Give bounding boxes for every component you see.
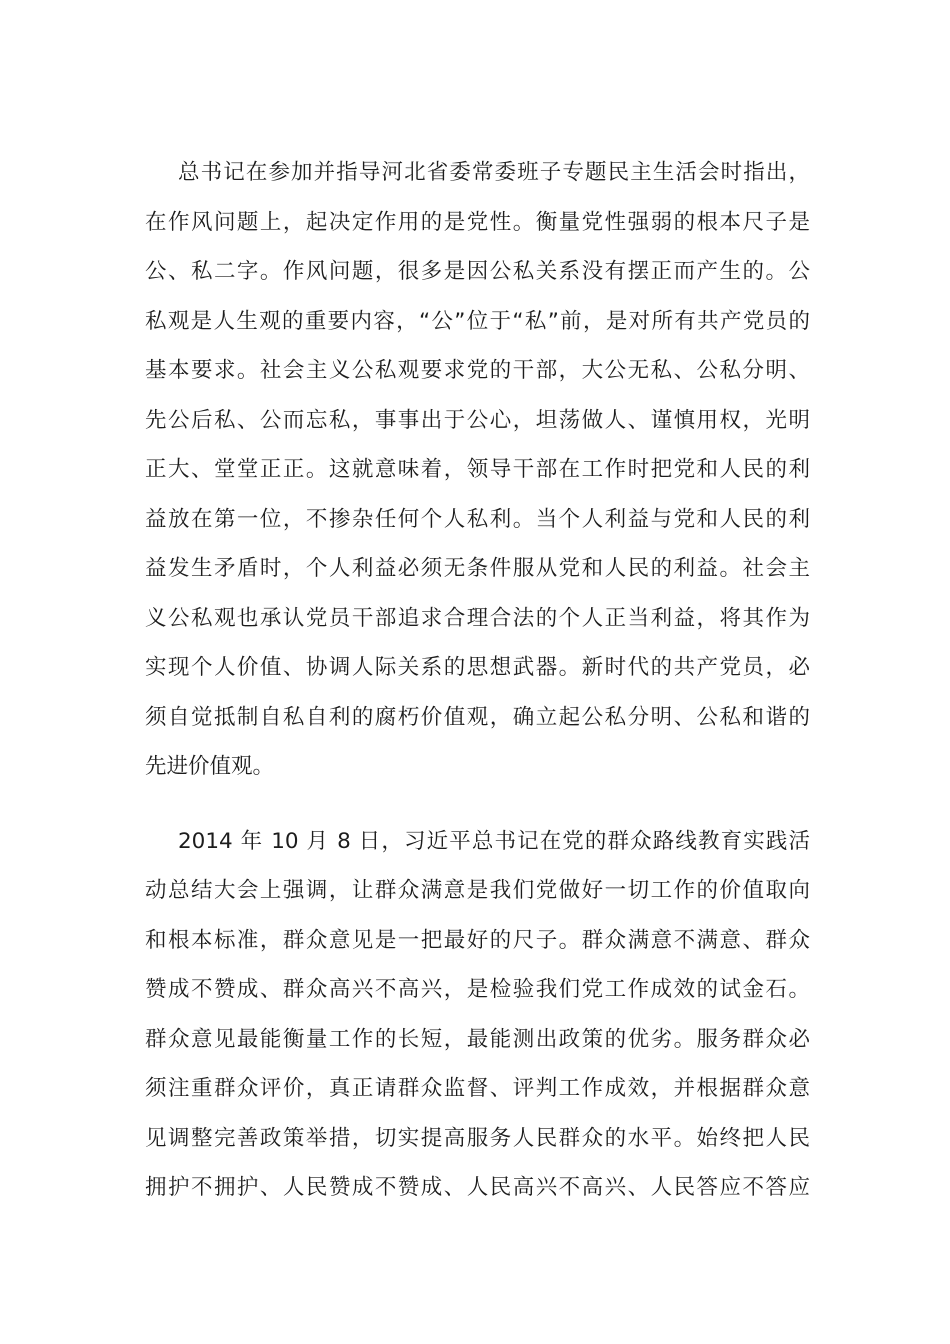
paragraph-1-line-12: 须自觉抵制自私自利的腐朽价值观，确立起公私分明、公私和谐的 xyxy=(145,705,810,730)
paragraph-2-line-7: 见调整完善政策举措，切实提高服务人民群众的水平。始终把人民 xyxy=(145,1126,810,1151)
paragraph-1-line-4: 私观是人生观的重要内容，“公”位于“私”前，是对所有共产党员的 xyxy=(145,309,810,334)
paragraph-1-line-10: 义公私观也承认党员干部追求合理合法的个人正当利益，将其作为 xyxy=(145,606,810,631)
paragraph-2-line-3: 和根本标准，群众意见是一把最好的尺子。群众满意不满意、群众 xyxy=(145,928,810,953)
paragraph-2-line-5: 群众意见最能衡量工作的长短，最能测出政策的优劣。服务群众必 xyxy=(145,1027,810,1052)
paragraph-2-line-8: 拥护不拥护、人民赞成不赞成、人民高兴不高兴、人民答应不答应 xyxy=(145,1175,810,1200)
paragraph-1-line-7: 正大、堂堂正正。这就意味着，领导干部在工作时把党和人民的利 xyxy=(145,457,810,482)
paragraph-1-line-9: 益发生矛盾时，个人利益必须无条件服从党和人民的利益。社会主 xyxy=(145,556,810,581)
paragraph-2-line-2: 动总结大会上强调，让群众满意是我们党做好一切工作的价值取向 xyxy=(145,878,810,903)
paragraph-1-line-1: 总书记在参加并指导河北省委常委班子专题民主生活会时指出， xyxy=(178,160,810,185)
paragraph-1-line-3: 公、私二字。作风问题，很多是因公私关系没有摆正而产生的。公 xyxy=(145,259,810,284)
paragraph-1-line-8: 益放在第一位，不掺杂任何个人私利。当个人利益与党和人民的利 xyxy=(145,507,810,532)
paragraph-1-line-6: 先公后私、公而忘私，事事出于公心，坦荡做人、谨慎用权，光明 xyxy=(145,408,810,433)
paragraph-2-line-1: 2014 年 10 月 8 日，习近平总书记在党的群众路线教育实践活 xyxy=(178,829,810,854)
paragraph-1-line-13: 先进价值观。 xyxy=(145,754,275,779)
paragraph-1-line-11: 实现个人价值、协调人际关系的思想武器。新时代的共产党员，必 xyxy=(145,655,810,680)
paragraph-2-line-6: 须注重群众评价，真正请群众监督、评判工作成效，并根据群众意 xyxy=(145,1076,810,1101)
paragraph-1-line-2: 在作风问题上，起决定作用的是党性。衡量党性强弱的根本尺子是 xyxy=(145,210,810,235)
paragraph-1-line-5: 基本要求。社会主义公私观要求党的干部，大公无私、公私分明、 xyxy=(145,358,810,383)
paragraph-2-line-4: 赞成不赞成、群众高兴不高兴，是检验我们党工作成效的试金石。 xyxy=(145,977,810,1002)
